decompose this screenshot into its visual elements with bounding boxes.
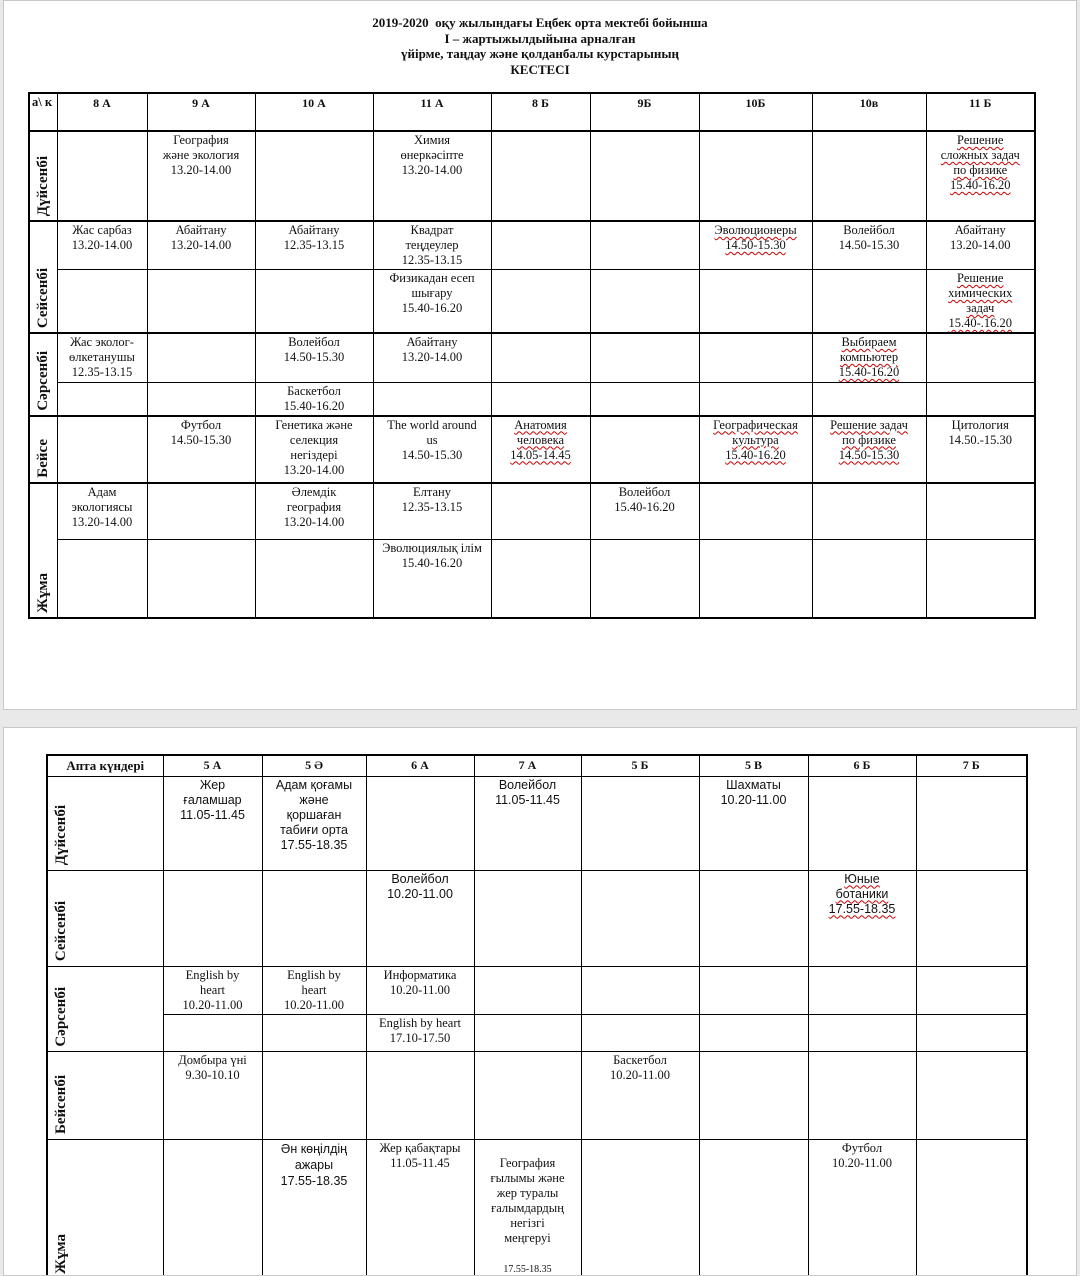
cell: Футбол 10.20-11.00: [808, 1139, 916, 1276]
cell: English by heart 17.10-17.50: [366, 1014, 474, 1051]
col-header: 9Б: [590, 93, 699, 131]
col-header: 5 Ә: [262, 755, 366, 776]
cell: [581, 966, 699, 1014]
title-line-4: КЕСТЕСІ: [510, 61, 570, 77]
cell: Адам қоғамы және қоршаған табиғи орта 17.55-18.35: [262, 776, 366, 870]
cell: [57, 416, 147, 483]
cell: [812, 483, 926, 540]
cell: [474, 1051, 581, 1139]
day-label-thursday: Бейсе: [29, 416, 57, 483]
cell: [808, 1014, 916, 1051]
header-row: [47, 755, 1027, 776]
cell: [255, 540, 373, 618]
corner-label: а\ к: [29, 93, 57, 131]
cell: [590, 131, 699, 221]
cell: [373, 382, 491, 416]
cell: Физикадан есеп шығару 15.40-16.20: [373, 270, 491, 334]
cell: [699, 540, 812, 618]
col-header: 6 Б: [808, 755, 916, 776]
day-row-friday-2: [29, 540, 1035, 618]
cell: [699, 483, 812, 540]
day-row-friday: [47, 1139, 1027, 1276]
cell: [590, 333, 699, 382]
cell: Волейбол 15.40-16.20: [590, 483, 699, 540]
cell: Футбол 14.50-15.30: [147, 416, 255, 483]
cell: [147, 333, 255, 382]
cell-main: География ғылымы және жер туралы ғалымдардың негізгі меңгеруі: [490, 1155, 565, 1245]
day-row-tuesday: [47, 870, 1027, 966]
cell: [590, 416, 699, 483]
col-header: 7 А: [474, 755, 581, 776]
col-header: 11 Б: [926, 93, 1035, 131]
cell: [590, 221, 699, 270]
cell: [491, 131, 590, 221]
col-header: 6 А: [366, 755, 474, 776]
cell: [147, 540, 255, 618]
cell: [262, 1014, 366, 1051]
cell: [474, 1014, 581, 1051]
cell: [581, 1014, 699, 1051]
cell: [699, 1014, 808, 1051]
day-row-wednesday: [29, 333, 1035, 382]
cell: [366, 1051, 474, 1139]
cell: Решение сложных задач по физике 15.40-16.20: [926, 131, 1035, 221]
cell: Абайтану 12.35-13.15: [255, 221, 373, 270]
cell: [590, 270, 699, 334]
cell: Выбираем компьютер 15.40-16.20: [812, 333, 926, 382]
cell: [926, 333, 1035, 382]
cell: [926, 382, 1035, 416]
cell: [491, 382, 590, 416]
cell: [812, 270, 926, 334]
cell: [57, 131, 147, 221]
cell: Химия өнеркәсіпте 13.20-14.00: [373, 131, 491, 221]
day-label-tuesday: Сейсенбі: [47, 870, 163, 966]
cell: Баскетбол 15.40-16.20: [255, 382, 373, 416]
cell: География және экология 13.20-14.00: [147, 131, 255, 221]
cell: [590, 382, 699, 416]
cell: [147, 483, 255, 540]
cell: [57, 270, 147, 334]
col-header: 9 А: [147, 93, 255, 131]
cell: [491, 540, 590, 618]
col-header: 11 А: [373, 93, 491, 131]
cell: [812, 540, 926, 618]
cell: [916, 776, 1027, 870]
cell: [812, 382, 926, 416]
day-label-wednesday: Сәрсенбі: [47, 966, 163, 1051]
col-header: 8 А: [57, 93, 147, 131]
cell: [699, 131, 812, 221]
day-row-monday: [47, 776, 1027, 870]
cell: Шахматы 10.20-11.00: [699, 776, 808, 870]
page1-title: [4, 15, 1076, 77]
cell: [581, 870, 699, 966]
day-row-tuesday-2: [29, 270, 1035, 334]
cell: [147, 270, 255, 334]
cell: Решение химических задач 15.40-.16.20: [926, 270, 1035, 334]
cell: [699, 1139, 808, 1276]
cell: [491, 221, 590, 270]
cell: English by heart 10.20-11.00: [163, 966, 262, 1014]
cell: [590, 540, 699, 618]
cell: [812, 131, 926, 221]
cell: [163, 1014, 262, 1051]
day-label-wednesday: Сәрсенбі: [29, 333, 57, 416]
title-line-1: 2019-2020 оқу жылындағы Еңбек орта мектебі бойынша: [372, 15, 708, 30]
cell: [163, 870, 262, 966]
cell: Решение задач по физике 14.50-15.30: [812, 416, 926, 483]
cell: [699, 1051, 808, 1139]
schedule-page-1: [3, 0, 1077, 710]
day-row-tuesday: [29, 221, 1035, 270]
cell: [255, 131, 373, 221]
col-header: 10 А: [255, 93, 373, 131]
cell: [474, 870, 581, 966]
cell: Анатомия человека 14.05-14.45: [491, 416, 590, 483]
cell: Абайтану 13.20-14.00: [147, 221, 255, 270]
cell: [699, 966, 808, 1014]
cell: [808, 776, 916, 870]
cell: [581, 776, 699, 870]
title-line-2: І – жартыжылдыйына арналған: [444, 30, 636, 46]
col-header: 5 А: [163, 755, 262, 776]
cell: Волейбол 10.20-11.00: [366, 870, 474, 966]
cell: Елтану 12.35-13.15: [373, 483, 491, 540]
cell: [57, 540, 147, 618]
day-row-monday: [29, 131, 1035, 221]
day-row-wednesday-2: [29, 382, 1035, 416]
day-label-monday: Дүйсенбі: [29, 131, 57, 221]
cell: [262, 870, 366, 966]
cell: Информатика 10.20-11.00: [366, 966, 474, 1014]
cell: Географическая культура 15.40-16.20: [699, 416, 812, 483]
cell: [491, 483, 590, 540]
cell: Жер қабақтары 11.05-11.45: [366, 1139, 474, 1276]
cell: [916, 1014, 1027, 1051]
col-header: 5 Б: [581, 755, 699, 776]
cell: Цитология 14.50.-15.30: [926, 416, 1035, 483]
col-header: 8 Б: [491, 93, 590, 131]
day-label-thursday: Бейсенбі: [47, 1051, 163, 1139]
cell: Жер ғаламшар 11.05-11.45: [163, 776, 262, 870]
day-label-tuesday: Сейсенбі: [29, 221, 57, 333]
col-header: 5 В: [699, 755, 808, 776]
cell: Баскетбол 10.20-11.00: [581, 1051, 699, 1139]
cell: [808, 966, 916, 1014]
header-row: [29, 93, 1035, 131]
col-header: 10в: [812, 93, 926, 131]
cell: [57, 382, 147, 416]
cell: [474, 966, 581, 1014]
day-row-wednesday: [47, 966, 1027, 1014]
cell: [262, 1051, 366, 1139]
cell: English by heart 10.20-11.00: [262, 966, 366, 1014]
cell: [491, 270, 590, 334]
day-label-friday: Жұма: [47, 1139, 163, 1276]
cell: [916, 870, 1027, 966]
cell: [474, 1139, 581, 1276]
cell: Абайтану 13.20-14.00: [373, 333, 491, 382]
cell: Квадрат теңдеулер 12.35-13.15: [373, 221, 491, 270]
cell: [926, 540, 1035, 618]
cell: Әлемдік география 13.20-14.00: [255, 483, 373, 540]
cell: Абайтану 13.20-14.00: [926, 221, 1035, 270]
day-row-friday: [29, 483, 1035, 540]
day-row-wednesday-2: [47, 1014, 1027, 1051]
cell: The world around us 14.50-15.30: [373, 416, 491, 483]
day-label-friday: Жұма: [29, 483, 57, 618]
cell: [926, 483, 1035, 540]
cell: [808, 1051, 916, 1139]
cell: [699, 333, 812, 382]
schedule-page-2: [3, 727, 1077, 1276]
schedule-table-junior: [46, 754, 1028, 1276]
cell: Волейбол 14.50-15.30: [812, 221, 926, 270]
cell: Домбыра үні 9.30-10.10: [163, 1051, 262, 1139]
day-row-thursday: [47, 1051, 1027, 1139]
cell: Ән көңілдің ажары 17.55-18.35: [262, 1139, 366, 1276]
cell: [581, 1139, 699, 1276]
cell: [147, 382, 255, 416]
schedule-table-senior: [28, 92, 1036, 619]
cell: [916, 966, 1027, 1014]
cell: [366, 776, 474, 870]
cell: [163, 1139, 262, 1276]
cell: [699, 382, 812, 416]
cell: [916, 1139, 1027, 1276]
cell: [255, 270, 373, 334]
cell: [491, 333, 590, 382]
col-header: 7 Б: [916, 755, 1027, 776]
cell: [699, 870, 808, 966]
cell: [916, 1051, 1027, 1139]
col-header: 10Б: [699, 93, 812, 131]
cell: Эволюциялық ілім 15.40-16.20: [373, 540, 491, 618]
cell: Юные ботаники 17.55-18.35: [808, 870, 916, 966]
cell: Жас сарбаз 13.20-14.00: [57, 221, 147, 270]
cell: Адам экологиясы 13.20-14.00: [57, 483, 147, 540]
cell: Волейбол 14.50-15.30: [255, 333, 373, 382]
day-label-monday: Дүйсенбі: [47, 776, 163, 870]
cell: Генетика және селекция негіздері 13.20-14.00: [255, 416, 373, 483]
corner-label: Апта күндері: [47, 755, 163, 776]
day-row-thursday: [29, 416, 1035, 483]
title-line-3: үйірме, таңдау және қолданбалы курстарының: [400, 46, 679, 61]
cell: Волейбол 11.05-11.45: [474, 776, 581, 870]
cell: Жас эколог- өлкетанушы 12.35-13.15: [57, 333, 147, 382]
cell-time: 17.55-18.35: [503, 1263, 552, 1275]
cell: Эволюционеры 14.50-15.30: [699, 221, 812, 270]
cell: [699, 270, 812, 334]
